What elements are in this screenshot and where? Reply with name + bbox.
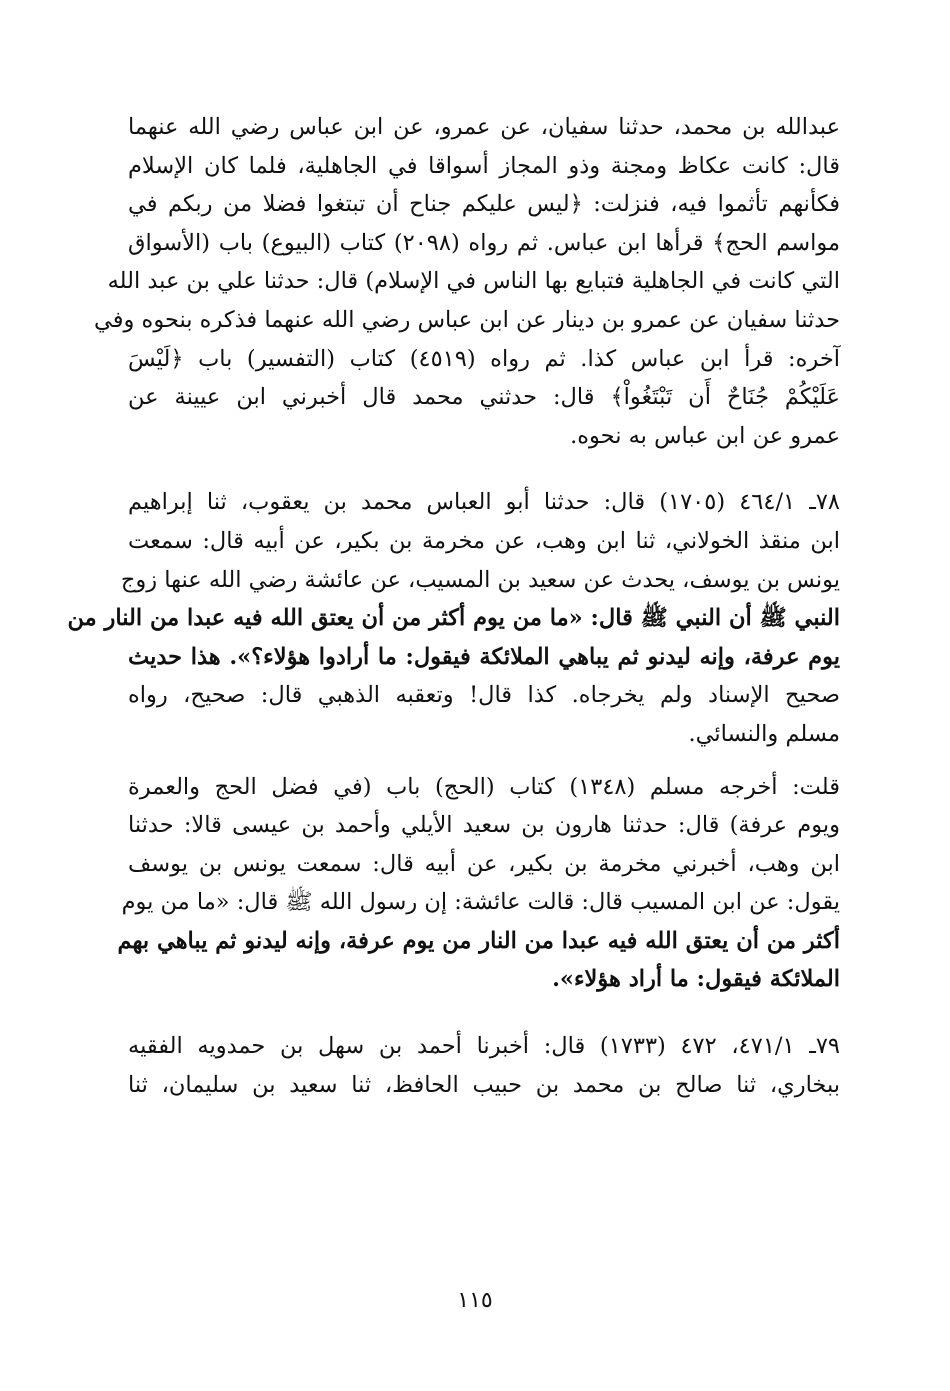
paragraph-gap (128, 754, 840, 768)
text-line: مسلم والنسائي. (688, 720, 840, 747)
text-line: حدثنا سفيان عن عمرو بن دينار عن ابن عباس رضي الله عنهما فذكره بنحوه وفي (94, 306, 840, 333)
paragraph-hadith-78 (67, 483, 840, 753)
text-line: النبي ﷺ أن النبي ﷺ قال: «ما من يوم أكثر من أن يعتق الله فيه عبدا من النار من (67, 605, 840, 632)
text-line: مواسم الحج﴾ قرأها ابن عباس. ثم رواه (٢٠٩٨) كتاب (البيوع) باب (الأسواق (128, 229, 840, 256)
text-line: ٧٨ـ ٤٦٤/١ (١٧٠٥) قال: حدثنا أبو العباس محمد بن يعقوب، ثنا إبراهيم (128, 489, 840, 516)
text-line: ويوم عرفة) قال: حدثنا هارون بن سعيد الأيلي وأحمد بن عيسى قالا: حدثنا (128, 812, 840, 839)
paragraph-gap (128, 455, 840, 483)
text-line: ابن وهب، أخبرني مخرمة بن بكير، عن أبيه قال: سمعت يونس بن يوسف (128, 850, 840, 877)
text-line: فكأنهم تأثموا فيه، فنزلت: ﴿ليس عليكم جناح أن تبتغوا فضلا من ربكم في (128, 191, 840, 218)
text-line: آخره: قرأ ابن عباس كذا. ثم رواه (٤٥١٩) كتاب (التفسير) باب ﴿لَيْسَ (128, 345, 840, 372)
text-line: التي كانت في الجاهلية فتبايع بها الناس في الإسلام) قال: حدثنا علي بن عبد الله (107, 268, 840, 295)
text-line: صحيح الإسناد ولم يخرجاه. كذا قال! وتعقبه الذهبي قال: صحيح، رواه (128, 682, 840, 709)
text-line: ببخاري، ثنا صالح بن محمد بن حبيب الحافظ، ثنا سعيد بن سليمان، ثنا (128, 1071, 840, 1098)
text-line: ٧٩ـ ٤٧١/١، ٤٧٢ (١٧٣٣) قال: أخبرنا أحمد بن سهل بن حمدويه الفقيه (128, 1033, 840, 1060)
text-line: يوم عرفة، وإنه ليدنو ثم يباهي الملائكة فيقول: ما أرادوا هؤلاء؟». هذا حديث (128, 643, 840, 670)
paragraph-hadith-79 (128, 1027, 840, 1104)
text-line: يونس بن يوسف، يحدث عن سعيد بن المسيب، عن عائشة رضي الله عنها زوج (120, 566, 840, 593)
text-line: الملائكة فيقول: ما أراد هؤلاء». (552, 966, 840, 993)
paragraph-bukhari-takhrij (94, 108, 840, 455)
page-body (67, 108, 840, 1104)
page-number: ١١٥ (457, 1288, 493, 1313)
paragraph-qultu-note (117, 768, 840, 1000)
paragraph-gap (128, 999, 840, 1027)
text-line: عَلَيْكُمْ جُنَاحٌ أَن تَبْتَغُواْ﴾ قال: حدثني محمد قال أخبرني ابن عيينة عن (128, 384, 840, 411)
text-line: عبدالله بن محمد، حدثنا سفيان، عن عمرو، عن ابن عباس رضي الله عنهما (128, 114, 840, 140)
text-line: أكثر من أن يعتق الله فيه عبدا من النار من يوم عرفة، وإنه ليدنو ثم يباهي بهم (117, 927, 840, 954)
text-line: ابن منقذ الخولاني، ثنا ابن وهب، عن مخرمة بن بكير، عن أبيه قال: سمعت (128, 527, 840, 554)
text-line: عمرو عن ابن عباس به نحوه. (570, 422, 840, 449)
text-line: قلت: أخرجه مسلم (١٣٤٨) كتاب (الحج) باب (في فضل الحج والعمرة (128, 773, 840, 800)
text-line: قال: كانت عكاظ ومجنة وذو المجاز أسواقا في الجاهلية، فلما كان الإسلام (128, 152, 840, 179)
text-line: يقول: عن ابن المسيب قال: قالت عائشة: إن رسول الله ﷺ قال: «ما من يوم (121, 889, 840, 916)
